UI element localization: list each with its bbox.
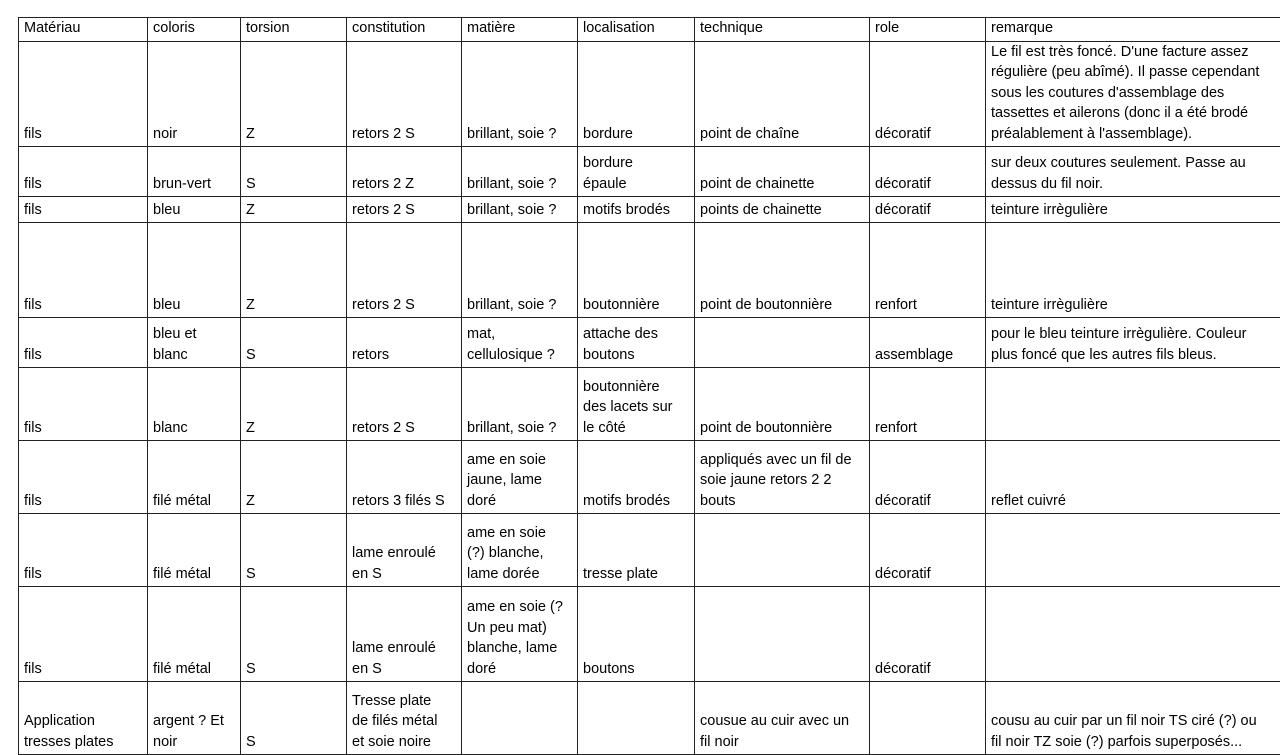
cell-technique[interactable]: point de chainette — [695, 147, 870, 197]
cell-localisation[interactable]: motifs brodés — [578, 197, 695, 223]
cell-coloris[interactable]: noir — [148, 41, 241, 147]
cell-matiere[interactable]: brillant, soie ? — [462, 368, 578, 441]
cell-remarque[interactable]: Le fil est très foncé. D'une facture assez régulière (peu abîmé). Il passe cependant sous les coutures d'assemblage des tassettes et ailerons (donc il a été brodé préalablement à l'assemblage). — [986, 41, 1280, 147]
cell-matiere[interactable]: ame en soie (? Un peu mat) blanche, lame doré — [462, 587, 578, 682]
cell-role[interactable]: décoratif — [870, 587, 986, 682]
cell-torsion[interactable]: S — [241, 147, 347, 197]
cell-materiau[interactable]: fils — [19, 368, 148, 441]
header-cell-remarque[interactable]: remarque — [986, 18, 1280, 42]
cell-technique[interactable]: point de boutonnière — [695, 223, 870, 318]
cell-materiau[interactable]: Application tresses plates — [19, 682, 148, 755]
table-row — [19, 682, 1280, 755]
table-row — [19, 197, 1280, 223]
cell-role[interactable]: renfort — [870, 223, 986, 318]
cell-materiau[interactable]: fils — [19, 147, 148, 197]
cell-coloris[interactable]: bleu et blanc — [148, 318, 241, 368]
header-row — [19, 18, 1280, 42]
cell-role[interactable]: décoratif — [870, 441, 986, 514]
cell-role[interactable]: décoratif — [870, 147, 986, 197]
cell-torsion[interactable]: Z — [241, 368, 347, 441]
cell-materiau[interactable]: fils — [19, 441, 148, 514]
cell-materiau[interactable]: fils — [19, 318, 148, 368]
cell-coloris[interactable]: blanc — [148, 368, 241, 441]
cell-remarque[interactable]: teinture irrègulière — [986, 197, 1280, 223]
cell-localisation[interactable]: motifs brodés — [578, 441, 695, 514]
cell-matiere[interactable]: brillant, soie ? — [462, 223, 578, 318]
cell-constitution[interactable]: retors 2 S — [347, 197, 462, 223]
cell-role[interactable]: décoratif — [870, 41, 986, 147]
table-row — [19, 41, 1280, 147]
cell-coloris[interactable]: filé métal — [148, 514, 241, 587]
cell-role[interactable]: décoratif — [870, 197, 986, 223]
cell-coloris[interactable]: filé métal — [148, 441, 241, 514]
cell-localisation[interactable]: boutons — [578, 587, 695, 682]
cell-matiere[interactable]: ame en soie (?) blanche, lame dorée — [462, 514, 578, 587]
cell-localisation[interactable]: boutonnière — [578, 223, 695, 318]
header-cell-coloris[interactable]: coloris — [148, 18, 241, 42]
header-cell-torsion[interactable]: torsion — [241, 18, 347, 42]
cell-matiere[interactable]: ame en soie jaune, lame doré — [462, 441, 578, 514]
cell-role[interactable]: renfort — [870, 368, 986, 441]
cell-torsion[interactable]: S — [241, 514, 347, 587]
header-cell-constitution[interactable]: constitution — [347, 18, 462, 42]
header-cell-materiau[interactable]: Matériau — [19, 18, 148, 42]
cell-remarque[interactable] — [986, 587, 1280, 682]
cell-matiere[interactable]: brillant, soie ? — [462, 147, 578, 197]
cell-coloris[interactable]: brun-vert — [148, 147, 241, 197]
cell-remarque[interactable] — [986, 368, 1280, 441]
cell-remarque[interactable]: cousu au cuir par un fil noir TS ciré (?) ou fil noir TZ soie (?) parfois superposés... — [986, 682, 1280, 755]
cell-torsion[interactable]: Z — [241, 41, 347, 147]
cell-constitution[interactable]: retors 2 S — [347, 41, 462, 147]
cell-technique[interactable]: point de chaîne — [695, 41, 870, 147]
cell-constitution[interactable]: retors — [347, 318, 462, 368]
cell-remarque[interactable]: pour le bleu teinture irrègulière. Couleur plus foncé que les autres fils bleus. — [986, 318, 1280, 368]
cell-coloris[interactable]: argent ? Et noir — [148, 682, 241, 755]
table-row — [19, 368, 1280, 441]
header-cell-technique[interactable]: technique — [695, 18, 870, 42]
header-cell-localisation[interactable]: localisation — [578, 18, 695, 42]
cell-localisation[interactable]: bordure — [578, 41, 695, 147]
table-row — [19, 514, 1280, 587]
cell-technique[interactable] — [695, 514, 870, 587]
cell-materiau[interactable]: fils — [19, 41, 148, 147]
cell-torsion[interactable]: Z — [241, 197, 347, 223]
cell-coloris[interactable]: filé métal — [148, 587, 241, 682]
cell-matiere[interactable]: brillant, soie ? — [462, 197, 578, 223]
cell-materiau[interactable]: fils — [19, 587, 148, 682]
cell-technique[interactable]: point de boutonnière — [695, 368, 870, 441]
cell-matiere[interactable] — [462, 682, 578, 755]
table-row — [19, 587, 1280, 682]
table-row — [19, 147, 1280, 197]
cell-technique[interactable]: appliqués avec un fil de soie jaune retors 2 2 bouts — [695, 441, 870, 514]
cell-remarque[interactable]: sur deux coutures seulement. Passe au dessus du fil noir. — [986, 147, 1280, 197]
cell-matiere[interactable]: mat, cellulosique ? — [462, 318, 578, 368]
table-row — [19, 441, 1280, 514]
cell-constitution[interactable]: retors 2 S — [347, 223, 462, 318]
cell-torsion[interactable]: S — [241, 587, 347, 682]
cell-torsion[interactable]: S — [241, 318, 347, 368]
cell-localisation[interactable] — [578, 682, 695, 755]
header-cell-matiere[interactable]: matière — [462, 18, 578, 42]
spreadsheet — [18, 17, 1280, 755]
cell-remarque[interactable]: reflet cuivré — [986, 441, 1280, 514]
table-row — [19, 318, 1280, 368]
cell-localisation[interactable]: bordure épaule — [578, 147, 695, 197]
cell-technique[interactable] — [695, 318, 870, 368]
cell-constitution[interactable]: retors 2 Z — [347, 147, 462, 197]
cell-technique[interactable]: cousue au cuir avec un fil noir — [695, 682, 870, 755]
cell-localisation[interactable]: attache des boutons — [578, 318, 695, 368]
cell-matiere[interactable]: brillant, soie ? — [462, 41, 578, 147]
cell-role[interactable] — [870, 682, 986, 755]
cell-coloris[interactable]: bleu — [148, 223, 241, 318]
cell-role[interactable]: décoratif — [870, 514, 986, 587]
cell-torsion[interactable]: S — [241, 682, 347, 755]
cell-constitution[interactable]: retors 2 S — [347, 368, 462, 441]
materials-table — [18, 17, 1280, 755]
cell-torsion[interactable]: Z — [241, 223, 347, 318]
cell-localisation[interactable]: tresse plate — [578, 514, 695, 587]
table-row — [19, 223, 1280, 318]
cell-constitution[interactable]: lame enroulé en S — [347, 514, 462, 587]
cell-technique[interactable] — [695, 587, 870, 682]
cell-materiau[interactable]: fils — [19, 223, 148, 318]
table-body — [19, 18, 1280, 755]
cell-localisation[interactable]: boutonnière des lacets sur le côté — [578, 368, 695, 441]
cell-role[interactable]: assemblage — [870, 318, 986, 368]
cell-remarque[interactable] — [986, 514, 1280, 587]
cell-constitution[interactable]: Tresse plate de filés métal et soie noire — [347, 682, 462, 755]
cell-technique[interactable]: points de chainette — [695, 197, 870, 223]
cell-coloris[interactable]: bleu — [148, 197, 241, 223]
cell-materiau[interactable]: fils — [19, 514, 148, 587]
header-cell-role[interactable]: role — [870, 18, 986, 42]
cell-torsion[interactable]: Z — [241, 441, 347, 514]
cell-constitution[interactable]: retors 3 filés S — [347, 441, 462, 514]
cell-materiau[interactable]: fils — [19, 197, 148, 223]
cell-constitution[interactable]: lame enroulé en S — [347, 587, 462, 682]
cell-remarque[interactable]: teinture irrègulière — [986, 223, 1280, 318]
